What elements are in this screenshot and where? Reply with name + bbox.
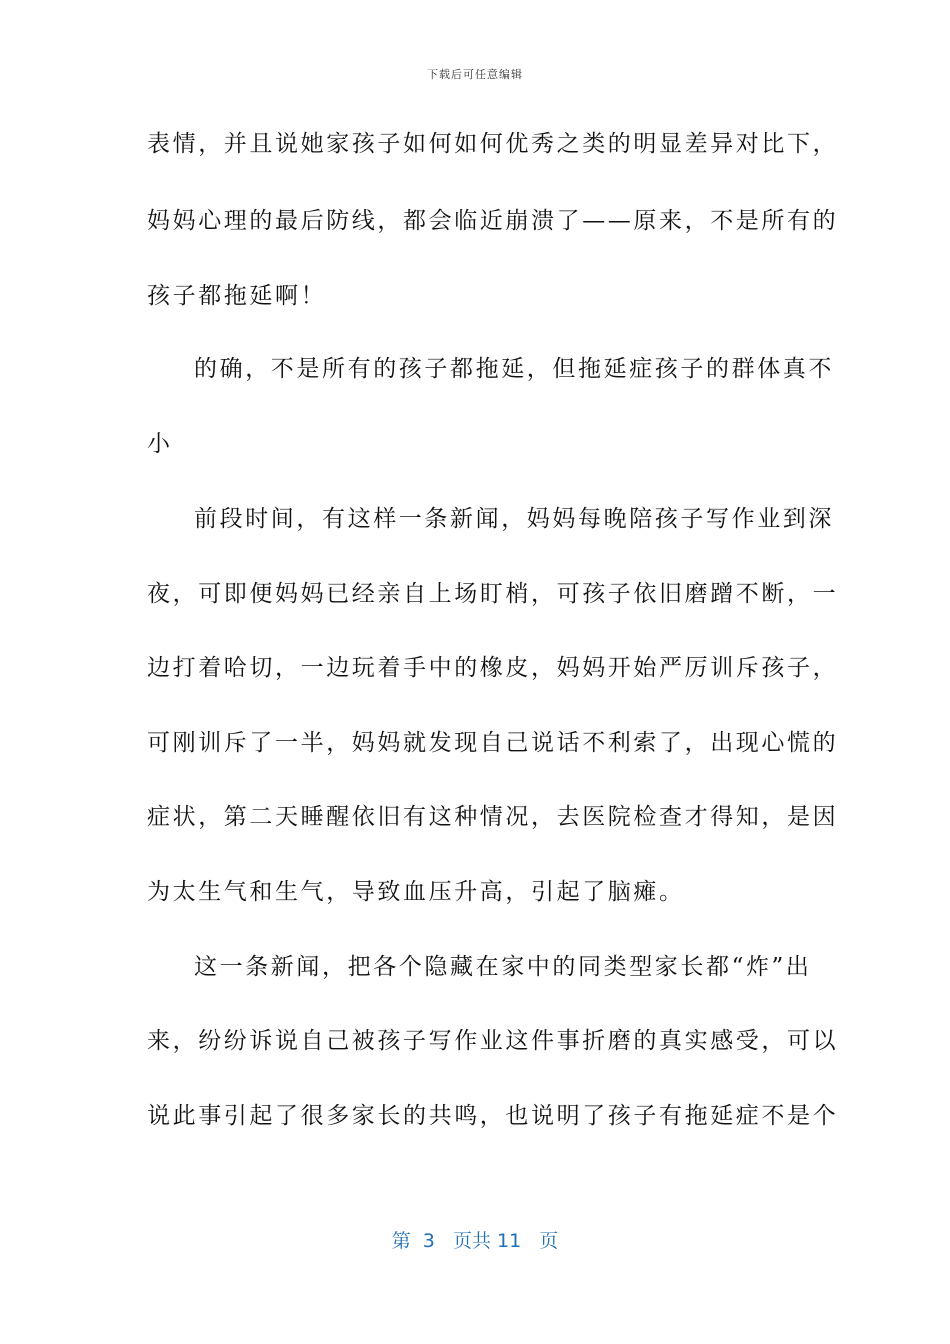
body-text-line: 前段时间，有这样一条新闻，妈妈每晚陪孩子写作业到深 [194, 506, 834, 532]
body-text-line: 表情，并且说她家孩子如何如何优秀之类的明显差异对比下， [147, 131, 839, 157]
body-text-line: 的确，不是所有的孩子都拖延，但拖延症孩子的群体真不 [194, 356, 834, 382]
body-text-line: 症状，第二天睡醒依旧有这种情况，去医院检查才得知，是因 [147, 804, 839, 830]
body-text-line: 来，纷纷诉说自己被孩子写作业这件事折磨的真实感受，可以 [147, 1028, 839, 1054]
body-text-line: 孩子都拖延啊！ [147, 283, 327, 309]
body-text-line: 为太生气和生气，导致血压升高，引起了脑瘫。 [147, 879, 685, 905]
body-text-line: 小 [147, 431, 173, 457]
page-number-footer: 第 3 页共 11 页 [391, 1230, 559, 1252]
body-text-line: 边打着哈切，一边玩着手中的橡皮，妈妈开始严厉训斥孩子， [147, 655, 839, 681]
body-text-line: 可刚训斥了一半，妈妈就发现自己说话不利索了，出现心慌的 [147, 730, 839, 756]
body-text-line: 这一条新闻，把各个隐藏在家中的同类型家长都“炸”出 [194, 954, 812, 980]
body-text-line: 说此事引起了很多家长的共鸣，也说明了孩子有拖延症不是个 [147, 1103, 839, 1129]
page-header: 下载后可任意编辑 [427, 68, 523, 81]
body-text-line: 妈妈心理的最后防线，都会临近崩溃了——原来，不是所有的 [147, 208, 839, 234]
body-text-line: 夜，可即便妈妈已经亲自上场盯梢，可孩子依旧磨蹭不断，一 [147, 581, 839, 607]
